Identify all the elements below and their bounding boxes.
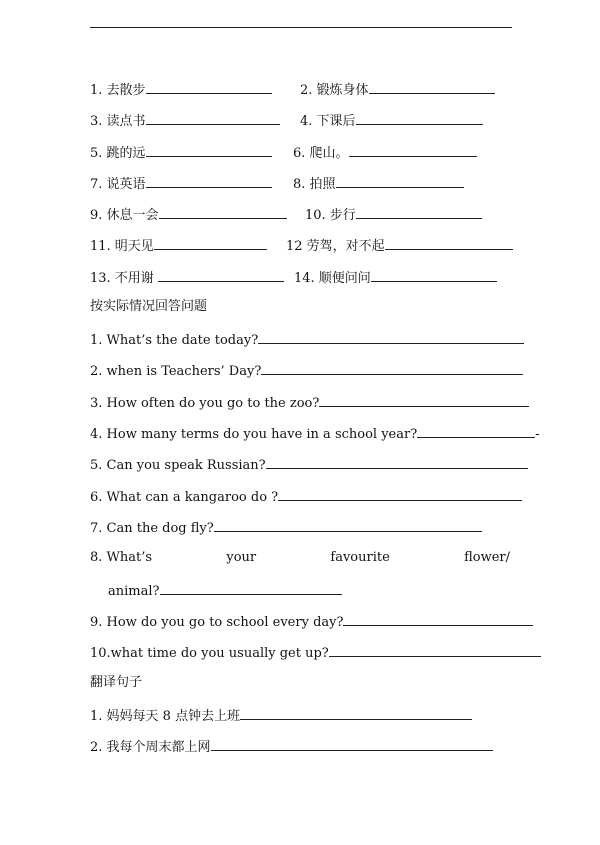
question-row-justified <box>90 548 510 568</box>
question-word: favourite <box>330 550 390 565</box>
vocab-item: 14. 顺便问问 <box>294 271 371 286</box>
answer-blank[interactable] <box>214 517 482 532</box>
answer-blank[interactable] <box>154 235 267 250</box>
vocab-row <box>90 79 272 99</box>
vocab-row <box>90 204 287 224</box>
vocab-item: 8. 拍照 <box>293 177 336 192</box>
vocab-item: 11. 明天见 <box>90 239 154 254</box>
question-text: 4. How many terms do you have in a school year? <box>90 427 418 442</box>
vocab-item: 3. 读点书 <box>90 114 146 129</box>
vocab-row <box>305 204 482 224</box>
question-row <box>90 329 524 349</box>
answer-blank[interactable] <box>417 423 535 438</box>
question-text: 1. What’s the date today? <box>90 333 259 348</box>
answer-blank[interactable] <box>158 267 284 282</box>
answer-blank[interactable] <box>385 235 513 250</box>
section-title-translate: 翻译句子 <box>90 675 143 690</box>
answer-blank[interactable] <box>146 110 280 125</box>
question-row <box>90 454 528 474</box>
question-row <box>90 642 541 662</box>
answer-blank[interactable] <box>336 173 464 188</box>
vocab-row <box>90 110 280 130</box>
vocab-item: 13. 不用谢 <box>90 271 158 286</box>
answer-blank[interactable] <box>211 736 493 751</box>
question-row <box>90 517 482 537</box>
answer-blank[interactable] <box>146 173 272 188</box>
question-word: flower/ <box>464 550 510 565</box>
answer-blank[interactable] <box>329 642 541 657</box>
question-text: 10.what time do you usually get up? <box>90 646 329 661</box>
header-rule <box>90 27 512 28</box>
answer-blank[interactable] <box>343 611 533 626</box>
translation-row <box>90 736 493 756</box>
section-title-answer-questions: 按实际情况回答问题 <box>90 299 208 314</box>
question-text: 7. Can the dog fly? <box>90 521 214 536</box>
question-suffix: - <box>535 427 540 442</box>
translation-text: 2. 我每个周末都上网 <box>90 740 211 755</box>
answer-blank[interactable] <box>369 79 495 94</box>
answer-blank[interactable] <box>146 79 272 94</box>
question-text: 5. Can you speak Russian? <box>90 458 266 473</box>
vocab-row <box>286 235 513 255</box>
translation-text: 1. 妈妈每天 8 点钟去上班 <box>90 709 241 724</box>
question-word: your <box>226 550 257 565</box>
question-text: 6. What can a kangaroo do ? <box>90 490 279 505</box>
answer-blank[interactable] <box>278 486 522 501</box>
answer-blank[interactable] <box>356 110 483 125</box>
vocab-row <box>293 173 464 193</box>
vocab-row <box>293 142 477 162</box>
vocab-item: 10. 步行 <box>305 208 356 223</box>
question-row <box>90 392 529 412</box>
vocab-row <box>90 142 272 162</box>
vocab-row <box>294 267 497 287</box>
answer-blank[interactable] <box>371 267 497 282</box>
answer-blank[interactable] <box>146 142 272 157</box>
vocab-item: 1. 去散步 <box>90 83 146 98</box>
vocab-row <box>90 235 267 255</box>
question-row-cont <box>108 580 342 600</box>
question-word: 8. What’s <box>90 550 153 565</box>
question-row <box>90 611 533 631</box>
question-row <box>90 360 523 380</box>
vocab-row <box>300 79 495 99</box>
question-text: animal? <box>108 584 160 599</box>
answer-blank[interactable] <box>349 142 477 157</box>
answer-blank[interactable] <box>356 204 482 219</box>
answer-blank[interactable] <box>160 580 342 595</box>
question-text: 2. when is Teachers’ Day? <box>90 364 262 379</box>
translation-row <box>90 705 472 725</box>
answer-blank[interactable] <box>240 705 472 720</box>
answer-blank[interactable] <box>159 204 287 219</box>
question-text: 3. How often do you go to the zoo? <box>90 396 320 411</box>
answer-blank[interactable] <box>266 454 528 469</box>
vocab-item: 6. 爬山。 <box>293 146 349 161</box>
vocab-item: 12 劳驾，对不起 <box>286 239 385 254</box>
answer-blank[interactable] <box>319 392 529 407</box>
answer-blank[interactable] <box>261 360 523 375</box>
vocab-item: 9. 休息一会 <box>90 208 159 223</box>
question-row <box>90 486 522 506</box>
question-row <box>90 423 540 443</box>
answer-blank[interactable] <box>258 329 524 344</box>
vocab-item: 2. 锻炼身体 <box>300 83 369 98</box>
vocab-row <box>90 173 272 193</box>
vocab-item: 4. 下课后 <box>300 114 356 129</box>
vocab-row <box>300 110 483 130</box>
vocab-row <box>90 267 284 287</box>
vocab-item: 7. 说英语 <box>90 177 146 192</box>
vocab-item: 5. 跳的远 <box>90 146 146 161</box>
question-text: 9. How do you go to school every day? <box>90 615 344 630</box>
